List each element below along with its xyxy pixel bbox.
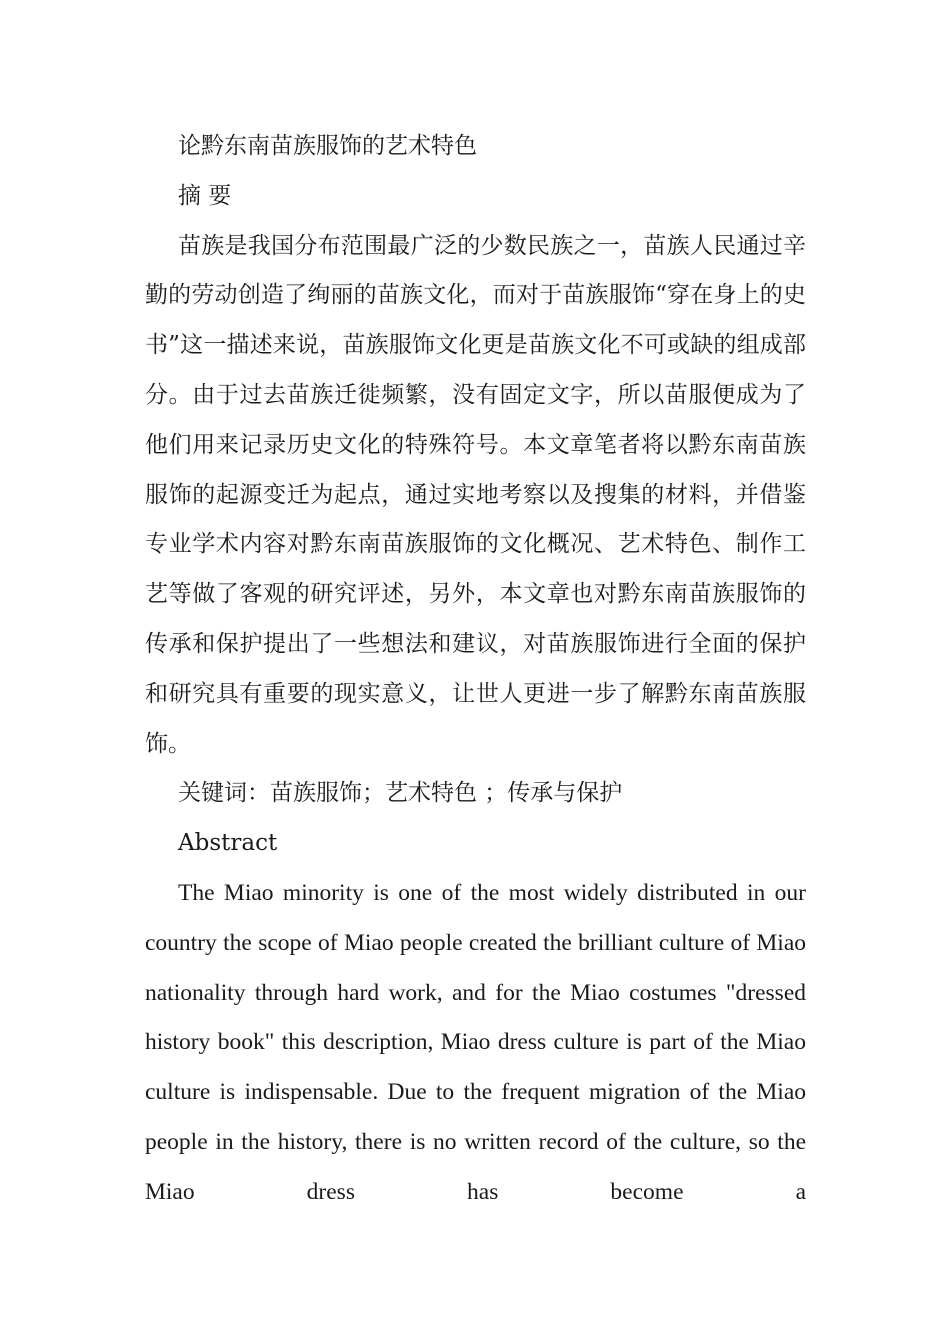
abstract-body-cn: 苗族是我国分布范围最广泛的少数民族之一，苗族人民通过辛勤的劳动创造了绚丽的苗族文化，而对于苗族服饰“穿在身上的史书”这一描述来说，苗族服饰文化更是苗族文化不可或缺的组成部分。由于过去苗族迁徙频繁，没有固定文字，所以苗服便成为了他们用来记录历史文化的特殊符号。本文章笔者将以黔东南苗族服饰的起源变迁为起点，通过实地考察以及搜集的材料，并借鉴专业学术内容对黔东南苗族服饰的文化概况、艺术特色、制作工艺等做了客观的研究评述，另外，本文章也对黔东南苗族服饰的传承和保护提出了一些想法和建议，对苗族服饰进行全面的保护和研究具有重要的现实意义，让世人更进一步了解黔东南苗族服饰。 — [145, 232, 806, 757]
abstract-body-en: The Miao minority is one of the most widely distributed in our country the scope of Miao people created the brilliant culture of Miao nationality through hard work, and for the Miao costumes "dressed history book" this description, Miao dress culture is part of the Miao culture is indispensable. Due to the frequent migration of the Miao people in the history, there is no written record of the culture, so the Miao dress has become a — [145, 879, 806, 1205]
keywords-cn: 关键词：苗族服饰；艺术特色 ；传承与保护 — [178, 780, 623, 807]
abstract-heading-cn: 摘 要 — [178, 182, 232, 209]
document-page — [145, 122, 806, 1218]
abstract-heading-en: Abstract — [178, 830, 278, 857]
document-title: 论黔东南苗族服饰的艺术特色 — [178, 133, 477, 159]
